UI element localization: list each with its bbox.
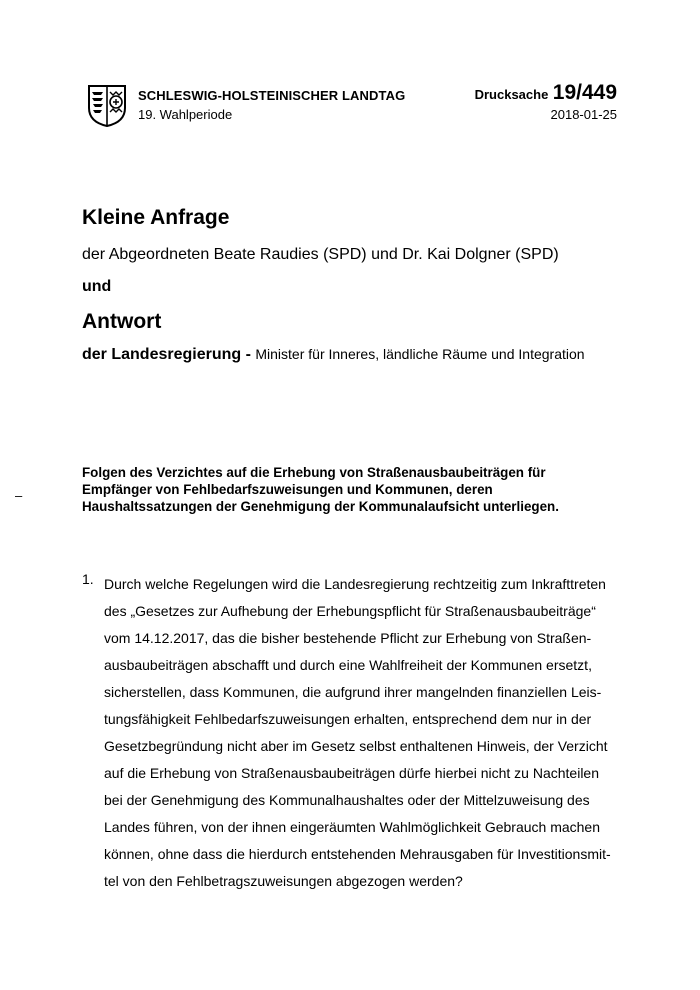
askers-line: der Abgeordneten Beate Raudies (SPD) und Dr. Kai Dolgner (SPD) [82,246,559,263]
print-number: 19/449 [552,81,617,104]
parliament-name: SCHLESWIG-HOLSTEINISCHER LANDTAG [138,88,406,103]
legislative-period: 19. Wahlperiode [138,107,233,122]
question-text: Durch welche Regelungen wird die Landesregierung rechtzeitig zum Inkrafttreten des „Gesetzes zur Aufhebung der Erhebungspflicht für Straßenausbaubeiträge“ vom 14.12.2017, das die bisher bestehende Pflicht zur Erhebung von Straßen- ausbaubeiträgen abschafft und durch eine Wahlfreiheit der Kommunen ersetzt, sicherstellen, dass Kommunen, die aufgrund ihrer mangelnden finanziellen Leis- tungsfähigkeit Fehlbedarfszuweisungen erhalten, entsprechend dem nur in der Gesetzbegründung nicht aber im Gesetz selbst enthaltenen Hinweis, der Verzicht auf die Erhebung von Straßenausbaubeiträgen dürfe hierbei nicht zu Nachteilen bei der Genehmigung des Kommunalhaushaltes oder der Mittelzuweisung des Landes führen, von der ihnen eingeräumten Wahlmöglichkeit Gebrauch machen können, ohne dass die hierdurch entstehenden Mehrausgaben für Investitionsmit- tel von den Fehlbetragszuweisungen abgezogen werden? [104,576,611,889]
subject-heading: Folgen des Verzichtes auf die Erhebung von Straßenausbaubeiträgen für Empfänger von Fehlbedarfszuweisungen und Kommunen, deren Haushaltssatzungen der Genehmigung der Kommunalaufsicht unterliegen. [82,465,559,514]
title-question: Kleine Anfrage [82,206,230,229]
coat-of-arms-icon [87,84,127,128]
print-reference [475,81,617,105]
government-line [82,346,585,364]
title-answer: Antwort [82,310,162,333]
conjunction: und [82,278,112,295]
ministry-name: Minister für Inneres, ländliche Räume und Integration [255,346,585,362]
question-number: 1. [82,571,94,587]
government-label: der Landesregierung - [82,346,251,363]
margin-mark: – [15,488,23,503]
document-date: 2018-01-25 [550,107,617,122]
print-label: Drucksache [474,87,549,102]
